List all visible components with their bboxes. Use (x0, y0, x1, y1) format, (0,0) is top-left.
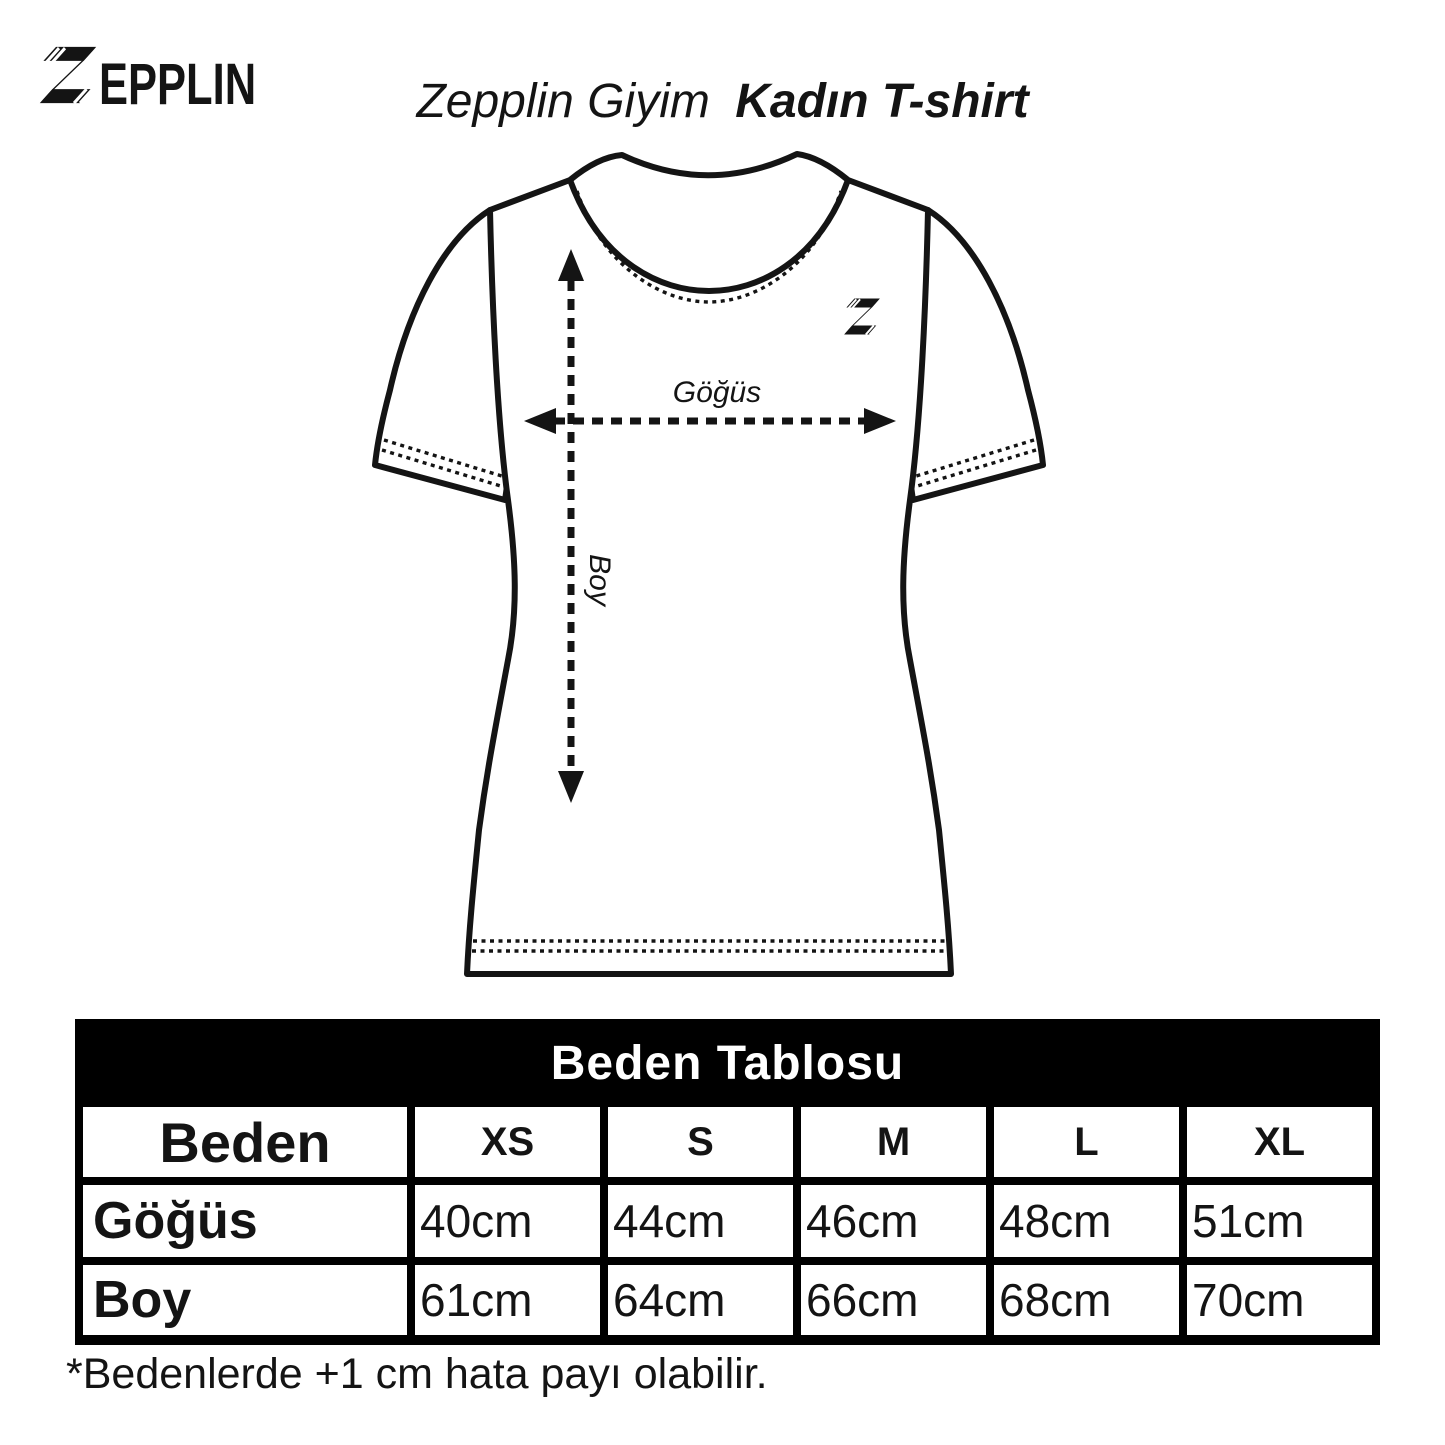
row-label-chest: Göğüs (83, 1185, 407, 1257)
length-measure-label: Boy (583, 554, 616, 606)
page-title-regular: Zepplin Giyim (416, 75, 710, 128)
length-value-xs: 61cm (415, 1265, 600, 1335)
chest-value-xs: 40cm (415, 1185, 600, 1257)
length-value-l: 68cm (994, 1265, 1179, 1335)
chest-value-m: 46cm (801, 1185, 986, 1257)
brand-logo-text: EPPLIN (99, 52, 257, 117)
row-label-length: Boy (83, 1265, 407, 1335)
column-header-xs: XS (415, 1107, 600, 1177)
size-tolerance-footnote: *Bedenlerde +1 cm hata payı olabilir. (66, 1350, 768, 1398)
size-table-grid (83, 1107, 1372, 1335)
column-header-m: M (801, 1107, 986, 1177)
length-value-m: 66cm (801, 1265, 986, 1335)
size-table (75, 1019, 1380, 1345)
length-value-s: 64cm (608, 1265, 793, 1335)
tshirt-body (467, 154, 951, 974)
tshirt-measurement-diagram (330, 130, 1090, 1010)
chest-value-l: 48cm (994, 1185, 1179, 1257)
column-header-s: S (608, 1107, 793, 1177)
column-header-l: L (994, 1107, 1179, 1177)
column-header-beden: Beden (83, 1107, 407, 1177)
column-header-xl: XL (1187, 1107, 1372, 1177)
length-value-xl: 70cm (1187, 1265, 1372, 1335)
chest-value-s: 44cm (608, 1185, 793, 1257)
chest-measure-label: Göğüs (672, 376, 762, 409)
page-title (0, 76, 1445, 128)
chest-value-xl: 51cm (1187, 1185, 1372, 1257)
page-title-bold: Kadın T-shirt (735, 75, 1029, 128)
size-table-title: Beden Tablosu (550, 1036, 905, 1090)
